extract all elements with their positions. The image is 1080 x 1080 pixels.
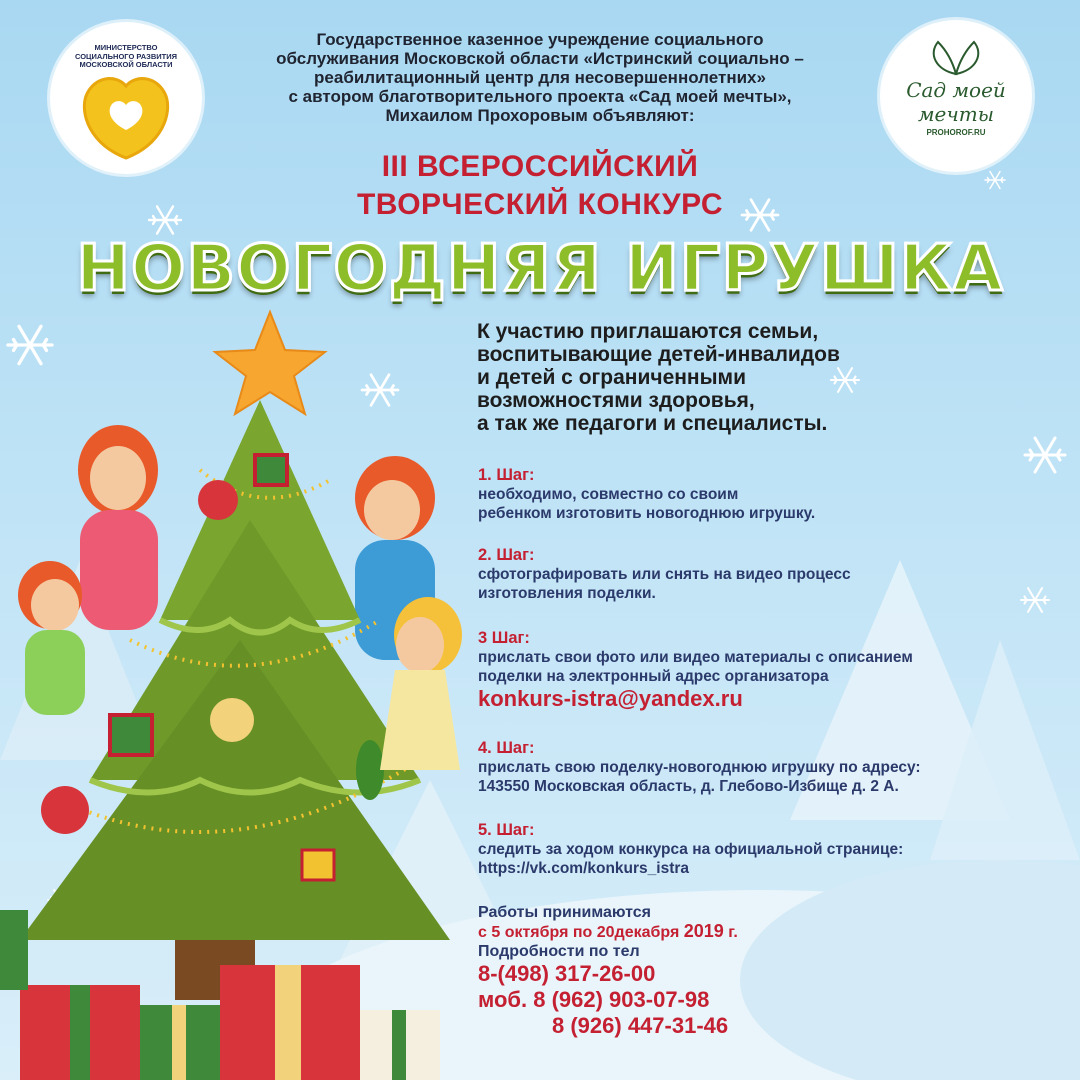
step-1: [478, 465, 1068, 523]
gift-ornament-icon: [110, 715, 152, 755]
leaf-icon: [916, 36, 996, 76]
step-5: [478, 820, 1068, 878]
garden-of-dreams-logo: [880, 20, 1032, 172]
logo-right-url: PROHOROF.RU: [926, 128, 986, 137]
deadline-and-contacts: [478, 903, 1068, 1039]
step-text: ребенком изготовить новогоднюю игрушку.: [478, 505, 816, 522]
ministry-logo: [50, 22, 202, 174]
heart-emblem-icon: [80, 74, 172, 160]
step-4: [478, 738, 1068, 796]
step-title: 2. Шаг:: [478, 546, 535, 564]
gift-ornament-icon: [302, 850, 334, 880]
step-text: необходимо, совместно со своим: [478, 486, 739, 503]
step-2: [478, 545, 1068, 603]
ministry-logo-text: МИНИСТЕРСТВО СОЦИАЛЬНОГО РАЗВИТИЯ МОСКОВСКОЙ ОБЛАСТИ: [74, 43, 178, 69]
main-title: НОВОГОДНЯЯ ИГРУШКА: [76, 232, 1004, 306]
star-icon: [215, 312, 325, 414]
step-text: поделки на электронный адрес организатора: [478, 668, 829, 685]
step-3: [478, 628, 1068, 712]
mobile-phone-number[interactable]: моб. 8 (962) 903-07-98: [478, 987, 710, 1012]
works-accepted-label: Работы принимаются: [478, 904, 651, 921]
deadline-dates: с 5 октября по 20декабря 2019 г.: [478, 921, 738, 941]
step-text: сфотографировать или снять на видео процесс: [478, 566, 851, 583]
ornament-icon: [210, 698, 254, 742]
step-text: прислать свои фото или видео материалы с описанием: [478, 649, 913, 666]
mobile-phone-number[interactable]: 8 (926) 447-31-46: [552, 1013, 729, 1038]
ornament-icon: [356, 740, 384, 800]
mailing-address: 143550 Московская область, д. Глебово-Избище д. 2 А.: [478, 778, 899, 795]
contest-subtitle-line2: ТВОРЧЕСКИЙ КОНКУРС: [356, 188, 724, 221]
details-label: Подробности по тел: [478, 943, 640, 960]
step-text: прислать свою поделку-новогоднюю игрушку по адресу:: [478, 759, 921, 776]
logo-right-line2: мечты: [917, 102, 995, 126]
vk-page-link[interactable]: https://vk.com/konkurs_istra: [478, 860, 690, 877]
step-title: 1. Шаг:: [478, 466, 535, 484]
mother-figure: [78, 425, 158, 630]
phone-number[interactable]: 8-(498) 317-26-00: [478, 961, 656, 986]
ornament-icon: [198, 480, 238, 520]
invitation-text: К участию приглашаются семьи, воспитывающие детей-инвалидов и детей с ограниченными возможностями здоровья, а так же педагоги и специалисты.: [477, 320, 840, 435]
logo-right-line1: Сад моей: [906, 78, 1006, 102]
step-text: изготовления поделки.: [478, 585, 656, 602]
boy-figure: [18, 561, 85, 715]
organizer-email-link[interactable]: konkurs-istra@yandex.ru: [478, 686, 743, 711]
step-title: 4. Шаг:: [478, 739, 535, 757]
step-text: следить за ходом конкурса на официальной странице:: [478, 841, 904, 858]
organizer-header: Государственное казенное учреждение социального обслуживания Московской области «Истринский социально – реабилитационный центр для несовершеннолетних» с автором благотворительного проекта «Сад моей мечты», Михаилом Прохоровым объявляют:: [276, 30, 804, 125]
step-title: 3 Шаг:: [478, 629, 530, 647]
gift-ornament-icon: [255, 455, 287, 485]
contest-subtitle-line1: III ВСЕРОССИЙСКИЙ: [381, 150, 699, 183]
ornament-icon: [41, 786, 89, 834]
step-title: 5. Шаг:: [478, 821, 535, 839]
